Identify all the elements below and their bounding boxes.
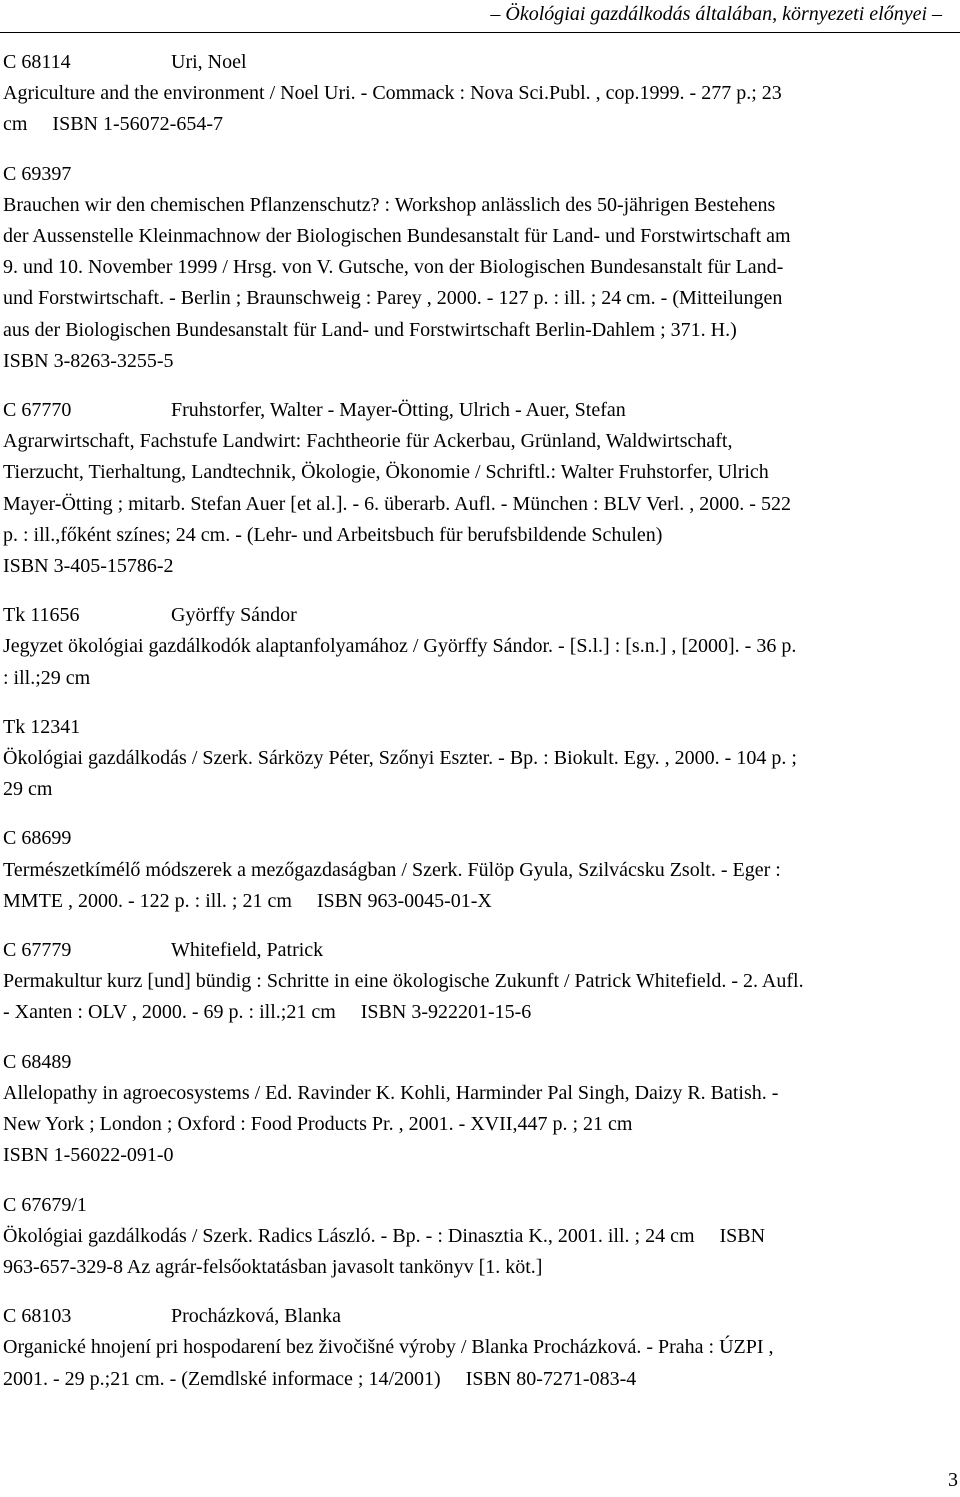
entry-description-line: Allelopathy in agroecosystems / Ed. Ravinder K. Kohli, Harminder Pal Singh, Daizy R. Batish. - bbox=[3, 1081, 779, 1104]
shelf-mark: C 67779 bbox=[3, 939, 72, 962]
shelf-mark: C 67679/1 bbox=[3, 1193, 87, 1216]
entry-description-line: ISBN 3-8263-3255-5 bbox=[3, 349, 174, 372]
bibliography-list bbox=[3, 47, 958, 1413]
entry-description-line: Brauchen wir den chemischen Pflanzenschutz? : Workshop anlässlich des 50-jährigen Bestehens bbox=[3, 193, 776, 216]
shelf-mark: C 69397 bbox=[3, 162, 72, 185]
entry-heading bbox=[3, 1301, 958, 1332]
shelf-mark: Tk 11656 bbox=[3, 604, 80, 627]
bibliography-entry bbox=[3, 823, 958, 917]
entry-author: Fruhstorfer, Walter - Mayer-Ötting, Ulrich - Auer, Stefan bbox=[171, 399, 626, 422]
entry-description-line: Természetkímélő módszerek a mezőgazdaságban / Szerk. Fülöp Gyula, Szilvácsku Zsolt. - Eger : bbox=[3, 858, 781, 881]
entry-heading bbox=[3, 395, 958, 426]
bibliography-entry bbox=[3, 1301, 958, 1395]
shelf-mark: C 67770 bbox=[3, 399, 72, 422]
entry-heading bbox=[3, 712, 958, 743]
shelf-mark: C 68114 bbox=[3, 51, 71, 73]
bibliography-entry bbox=[3, 159, 958, 377]
bibliography-entry bbox=[3, 47, 958, 141]
entry-description-line: cm ISBN 1-56072-654-7 bbox=[3, 113, 223, 136]
entry-description-line: 9. und 10. November 1999 / Hrsg. von V. Gutsche, von der Biologischen Bundesanstalt für Land- bbox=[3, 256, 784, 279]
header-rule bbox=[0, 32, 960, 33]
entry-description-line: und Forstwirtschaft. - Berlin ; Braunschweig : Parey , 2000. - 127 p. : ill. ; 24 cm. - (Mitteilungen bbox=[3, 287, 783, 310]
entry-description-line: der Aussenstelle Kleinmachnow der Biologischen Bundesanstalt für Land- und Forstwirtschaft am bbox=[3, 225, 791, 248]
entry-description-line: Permakultur kurz [und] bündig : Schritte in eine ökologische Zukunft / Patrick Whitefield. - 2. Aufl. bbox=[3, 970, 804, 993]
entry-author: Györffy Sándor bbox=[171, 604, 297, 627]
entry-heading bbox=[3, 935, 958, 966]
entry-author: Whitefield, Patrick bbox=[171, 939, 324, 962]
shelf-mark: C 68489 bbox=[3, 1050, 72, 1073]
entry-description-line: MMTE , 2000. - 122 p. : ill. ; 21 cm ISBN 963-0045-01-X bbox=[3, 889, 492, 912]
entry-description-line: aus der Biologischen Bundesanstalt für Land- und Forstwirtschaft Berlin-Dahlem ; 371. H.) bbox=[3, 318, 737, 341]
entry-description-line: Ökológiai gazdálkodás / Szerk. Radics László. - Bp. - : Dinasztia K., 2001. ill. ; 24 cm ISBN bbox=[3, 1224, 766, 1247]
entry-heading bbox=[3, 823, 958, 854]
page-number: 3 bbox=[948, 1469, 958, 1491]
entry-description-line: Agrarwirtschaft, Fachstufe Landwirt: Fachtheorie für Ackerbau, Grünland, Waldwirtschaft, bbox=[3, 430, 733, 453]
shelf-mark: Tk 12341 bbox=[3, 715, 81, 738]
entry-description-line: p. : ill.,főként színes; 24 cm. - (Lehr- und Arbeitsbuch für berufsbildende Schulen) bbox=[3, 523, 663, 546]
entry-heading bbox=[3, 47, 958, 78]
entry-description-line: ISBN 1-56022-091-0 bbox=[3, 1144, 174, 1167]
running-header: – Ökológiai gazdálkodás általában, környezeti előnyei – bbox=[490, 3, 942, 25]
entry-description-line: 963-657-329-8 Az agrár-felsőoktatásban javasolt tankönyv [1. köt.] bbox=[3, 1255, 543, 1278]
entry-heading bbox=[3, 159, 958, 190]
bibliography-entry bbox=[3, 1190, 958, 1284]
entry-heading bbox=[3, 1047, 958, 1078]
entry-description-line: 2001. - 29 p.;21 cm. - (Zemdlské informace ; 14/2001) ISBN 80-7271-083-4 bbox=[3, 1367, 637, 1390]
bibliography-entry bbox=[3, 712, 958, 806]
entry-description-line: Jegyzet ökológiai gazdálkodók alaptanfolyamához / Györffy Sándor. - [S.l.] : [s.n.] , [2000]. - 36 p. bbox=[3, 635, 797, 658]
entry-author: Uri, Noel bbox=[171, 51, 247, 73]
shelf-mark: C 68103 bbox=[3, 1305, 72, 1328]
entry-description-line: Organické hnojení pri hospodarení bez živočišné výroby / Blanka Procházková. - Praha : ÚZPI , bbox=[3, 1336, 774, 1359]
entry-author: Procházková, Blanka bbox=[171, 1305, 341, 1328]
shelf-mark: C 68699 bbox=[3, 827, 72, 850]
entry-heading bbox=[3, 600, 958, 631]
entry-description-line: Ökológiai gazdálkodás / Szerk. Sárközy Péter, Szőnyi Eszter. - Bp. : Biokult. Egy. , 2000. - 104 p. ; bbox=[3, 747, 797, 770]
entry-description-line: 29 cm bbox=[3, 778, 53, 801]
entry-heading bbox=[3, 1190, 958, 1221]
entry-description-line: - Xanten : OLV , 2000. - 69 p. : ill.;21 cm ISBN 3-922201-15-6 bbox=[3, 1001, 532, 1024]
bibliography-entry bbox=[3, 600, 958, 694]
entry-description-line: Tierzucht, Tierhaltung, Landtechnik, Ökologie, Ökonomie / Schriftl.: Walter Fruhstorfer, Ulrich bbox=[3, 461, 769, 484]
bibliography-entry bbox=[3, 395, 958, 582]
entry-description-line: : ill.;29 cm bbox=[3, 666, 91, 689]
entry-description-line: ISBN 3-405-15786-2 bbox=[3, 555, 174, 578]
entry-description-line: Mayer-Ötting ; mitarb. Stefan Auer [et al.]. - 6. überarb. Aufl. - München : BLV Verl. , 2000. - 522 bbox=[3, 492, 791, 515]
bibliography-entry bbox=[3, 935, 958, 1029]
entry-description-line: Agriculture and the environment / Noel Uri. - Commack : Nova Sci.Publ. , cop.1999. - 277 p.; 23 bbox=[3, 82, 782, 105]
bibliography-entry bbox=[3, 1047, 958, 1172]
entry-description-line: New York ; London ; Oxford : Food Products Pr. , 2001. - XVII,447 p. ; 21 cm bbox=[3, 1113, 633, 1136]
